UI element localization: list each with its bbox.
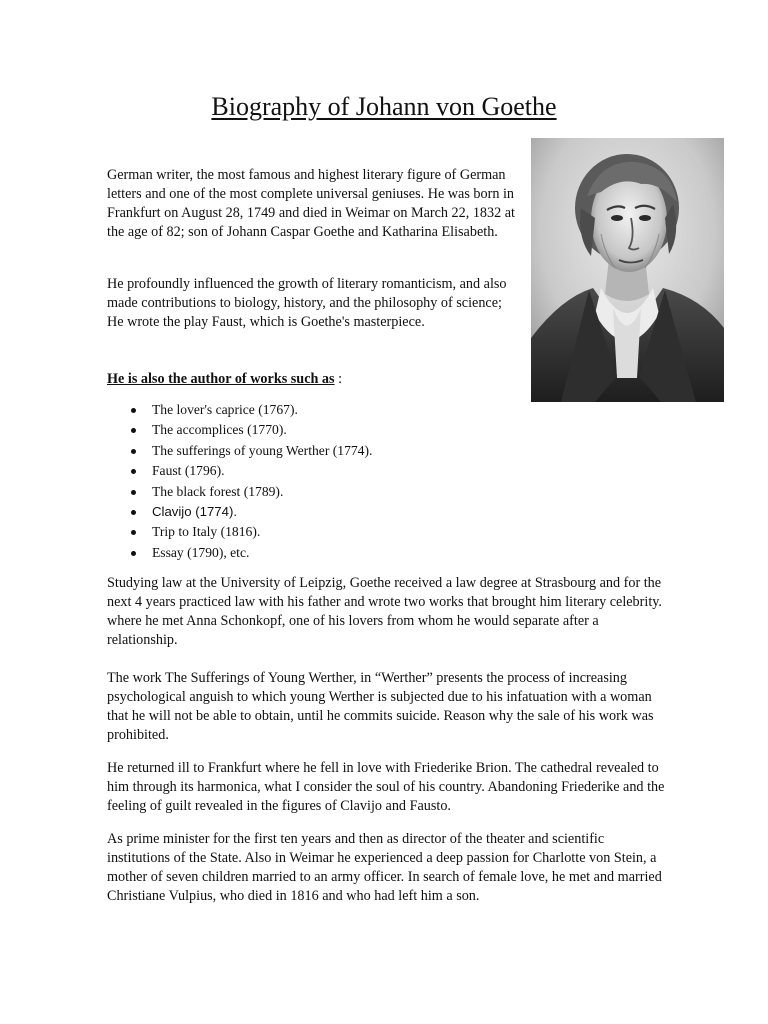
list-item: The accomplices (1770). bbox=[107, 420, 467, 440]
page-title: Biography of Johann von Goethe bbox=[211, 92, 557, 121]
body-paragraph-1: Studying law at the University of Leipzig, Goethe received a law degree at Strasbourg and for the next 4 years practiced law with his father and wrote two works that brought him literary celebrity. where he met Anna Schonkopf, one of his lovers from whom he would separate after a relationship. bbox=[107, 575, 662, 648]
body-paragraph-3: He returned ill to Frankfurt where he fell in love with Friederike Brion. The cathedral revealed to him through its harmonica, what I consider the soul of his country. Abandoning Friederike and the feeling of guilt revealed in the figures of Clavijo and Fausto. bbox=[107, 760, 665, 814]
list-item: The sufferings of young Werther (1774). bbox=[107, 441, 467, 461]
works-heading bbox=[107, 370, 342, 389]
intro-paragraph-1: German writer, the most famous and highest literary figure of German letters and one of the most complete universal geniuses. He was born in Frankfurt on August 28, 1749 and died in Weimar on March 22, 1832 at the age of 82; son of Johann Caspar Goethe and Katharina Elisabeth. bbox=[107, 167, 515, 240]
works-list bbox=[107, 400, 467, 563]
list-item: Clavijo (1774). bbox=[107, 502, 467, 522]
body-paragraph-4: As prime minister for the first ten years and then as director of the theater and scientific institutions of the State. Also in Weimar he experienced a deep passion for Charlotte von Stein, a mother of seven children married to an army officer. In search of female love, he met and married Christiane Vulpius, who died in 1816 and who had left him a son. bbox=[107, 831, 662, 904]
list-item: The black forest (1789). bbox=[107, 482, 467, 502]
list-item: Trip to Italy (1816). bbox=[107, 522, 467, 542]
intro-paragraph-2: He profoundly influenced the growth of literary romanticism, and also made contributions to biology, history, and the philosophy of science; He wrote the play Faust, which is Goethe's masterpiece. bbox=[107, 276, 507, 330]
list-item: Essay (1790), etc. bbox=[107, 543, 467, 563]
works-heading-text: He is also the author of works such as bbox=[107, 371, 335, 387]
goethe-portrait-image bbox=[531, 138, 724, 402]
works-heading-colon: : bbox=[334, 371, 343, 387]
body-paragraph-2: The work The Sufferings of Young Werther, in “Werther” presents the process of increasing psychological anguish to which young Werther is subjected due to his infatuation with a woman that he will not be able to obtain, until he commits suicide. Reason why the sale of his work was prohibited. bbox=[107, 670, 654, 743]
list-item: Faust (1796). bbox=[107, 461, 467, 481]
list-item: The lover's caprice (1767). bbox=[107, 400, 467, 420]
